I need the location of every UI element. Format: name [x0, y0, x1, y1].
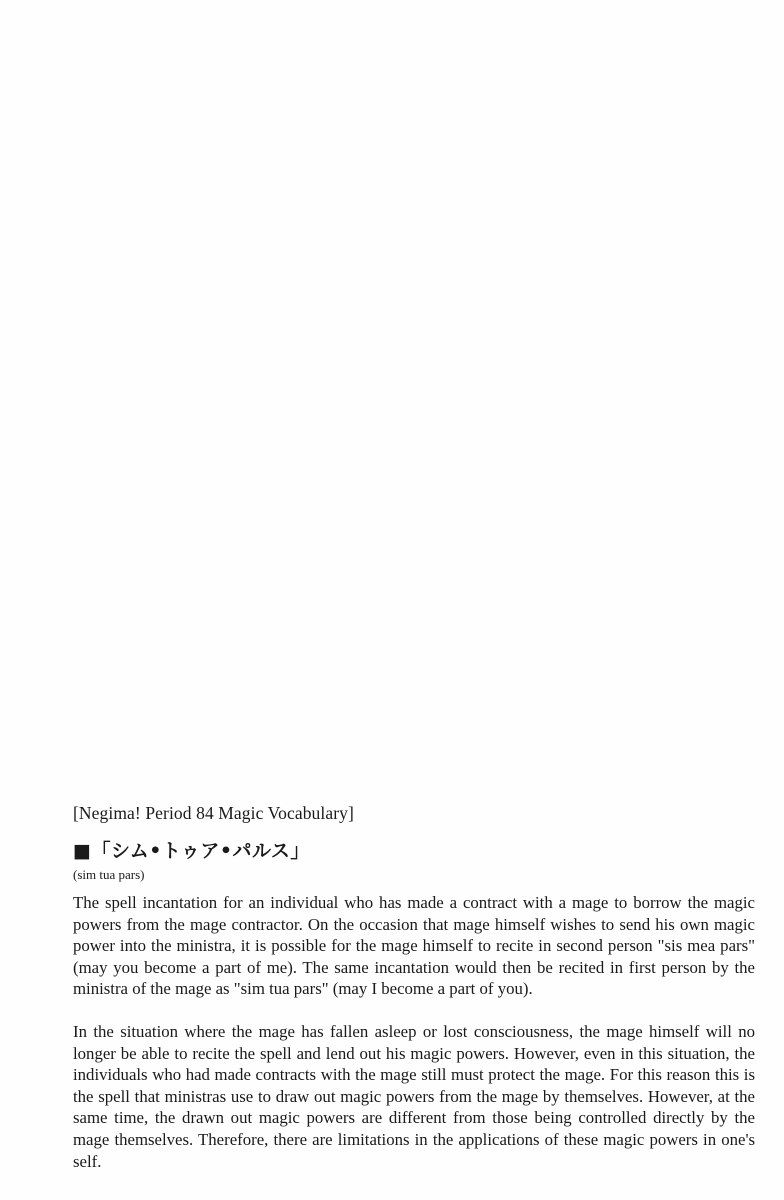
- term-title: ■「シム•トゥア•パルス」: [73, 840, 310, 862]
- vocabulary-section: [73, 800, 755, 1172]
- paragraph-2: In the situation where the mage has fallen asleep or lost consciousness, the mage himself will no longer be able to recite the spell and lend out his magic powers. However, even in this situation, the individuals who had made contracts with the mage still must protect the mage. For this reason this is the spell that ministras use to draw out magic powers from the mage by themselves. However, at the same time, the drawn out magic powers are different from those being controlled directly by the mage themselves. Therefore, there are limitations in the applications of these magic powers in one's self.: [73, 1021, 755, 1171]
- term-reading: (sim tua pars): [73, 867, 145, 882]
- paragraph-1: The spell incantation for an individual who has made a contract with a mage to borrow the magic powers from the mage contractor. On the occasion that mage himself wishes to send his own magic power into the ministra, it is possible for the mage himself to recite in second person "sis mea pars" (may you become a part of me). The same incantation would then be recited in first person by the ministra of the mage as "sim tua pars" (may I become a part of you).: [73, 893, 755, 999]
- section-heading: [Negima! Period 84 Magic Vocabulary]: [73, 803, 354, 823]
